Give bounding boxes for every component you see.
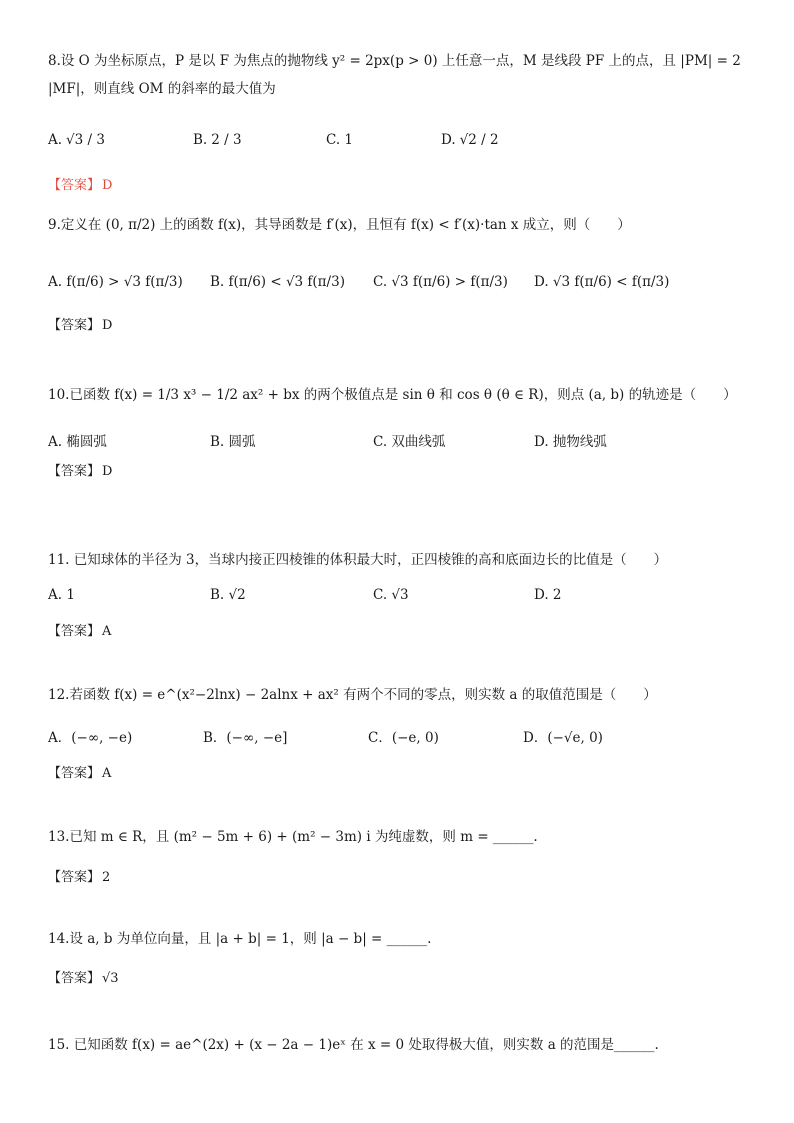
option-a: A. 椭圆弧 — [48, 434, 107, 450]
question-9-options — [48, 262, 764, 302]
answer-value: √3 — [102, 971, 119, 986]
option-a-label: A. — [48, 132, 63, 148]
question-8-answer — [48, 174, 112, 193]
option-a: A. f(π/6) > √3 f(π/3) — [48, 274, 183, 290]
question-14-answer — [48, 967, 119, 986]
option-d: D. 抛物线弧 — [534, 434, 607, 450]
question-8-stem-line-2: |MF|，则直线 OM 的斜率的最大值为 — [48, 81, 276, 97]
question-10-stem: 10.已函数 f(x) = 1/3 x³ − 1/2 ax² + bx 的两个极值点是 sin θ 和 cos θ (θ ∈ R)，则点 (a, b) 的轨迹是（ ） — [48, 387, 737, 403]
option-c: C. √3 f(π/6) > f(π/3) — [373, 274, 508, 290]
option-b-value: 2 / 3 — [211, 132, 242, 148]
answer-value: D — [102, 464, 113, 479]
question-14-stem: 14.设 a, b 为单位向量，且 |a + b| = 1，则 |a − b| = ______. — [48, 931, 432, 947]
option-c: C. 1 — [326, 132, 354, 148]
question-9-stem: 9.定义在 (0, π/2) 上的函数 f(x)，其导函数是 f′(x)，且恒有 f(x) < f′(x)·tan x 成立，则（ ） — [48, 217, 631, 233]
option-c: C．(−e, 0) — [368, 730, 439, 746]
question-10-answer — [48, 460, 112, 479]
answer-label: 【答案】 — [48, 178, 101, 193]
answer-value: A — [102, 624, 112, 639]
option-d — [441, 120, 499, 160]
question-9-answer — [48, 314, 112, 333]
question-12-options — [48, 716, 764, 756]
question-12-stem: 12.若函数 f(x) = e^(x²−2lnx) − 2alnx + ax² 有两个不同的零点，则实数 a 的取值范围是（ ） — [48, 687, 657, 703]
option-b: B. 圆弧 — [210, 434, 256, 450]
answer-label: 【答案】 — [48, 624, 101, 639]
question-12-answer — [48, 762, 111, 781]
answer-label: 【答案】 — [48, 971, 101, 986]
option-b-label: B. — [193, 132, 208, 148]
question-13-answer — [48, 866, 110, 885]
answer-label: 【答案】 — [48, 870, 101, 885]
option-b — [193, 120, 242, 160]
answer-value: A — [102, 766, 112, 781]
option-d: D. 2 — [534, 587, 562, 603]
option-a-value: √3 / 3 — [66, 132, 105, 148]
option-d-value: √2 / 2 — [459, 132, 499, 148]
option-c: C. √3 — [373, 587, 409, 603]
option-a: A．(−∞, −e) — [48, 730, 133, 746]
answer-value: 2 — [102, 870, 111, 885]
option-d: D．(−√e, 0) — [523, 730, 603, 746]
option-b: B．(−∞, −e] — [203, 730, 288, 746]
question-15-stem: 15. 已知函数 f(x) = ae^(2x) + (x − 2a − 1)eˣ 在 x = 0 处取得极大值，则实数 a 的范围是______. — [48, 1037, 659, 1053]
question-11-options — [48, 575, 764, 615]
option-d: D. √3 f(π/6) < f(π/3) — [534, 274, 670, 290]
option-a — [48, 120, 105, 160]
option-d-label: D. — [441, 132, 456, 148]
answer-label: 【答案】 — [48, 464, 101, 479]
answer-value: D — [102, 318, 113, 333]
question-10-options — [48, 420, 764, 460]
option-a: A. 1 — [48, 587, 75, 603]
answer-label: 【答案】 — [48, 318, 101, 333]
option-c: C. 双曲线弧 — [373, 434, 446, 450]
answer-value: D — [102, 178, 113, 193]
question-13-stem: 13.已知 m ∈ R，且 (m² − 5m + 6) + (m² − 3m) i 为纯虚数，则 m = ______. — [48, 829, 538, 845]
question-8-stem-line-1: 8.设 O 为坐标原点，P 是以 F 为焦点的抛物线 y² = 2px(p > 0) 上任意一点，M 是线段 PF 上的点，且 |PM| = 2 — [48, 53, 741, 69]
answer-label: 【答案】 — [48, 766, 101, 781]
question-11-answer — [48, 620, 111, 639]
question-8-options — [48, 120, 764, 160]
option-b: B. √2 — [210, 587, 246, 603]
question-11-stem: 11. 已知球体的半径为 3，当球内接正四棱锥的体积最大时，正四棱锥的高和底面边长的比值是（ ） — [48, 552, 668, 568]
option-b: B. f(π/6) < √3 f(π/3) — [210, 274, 345, 290]
